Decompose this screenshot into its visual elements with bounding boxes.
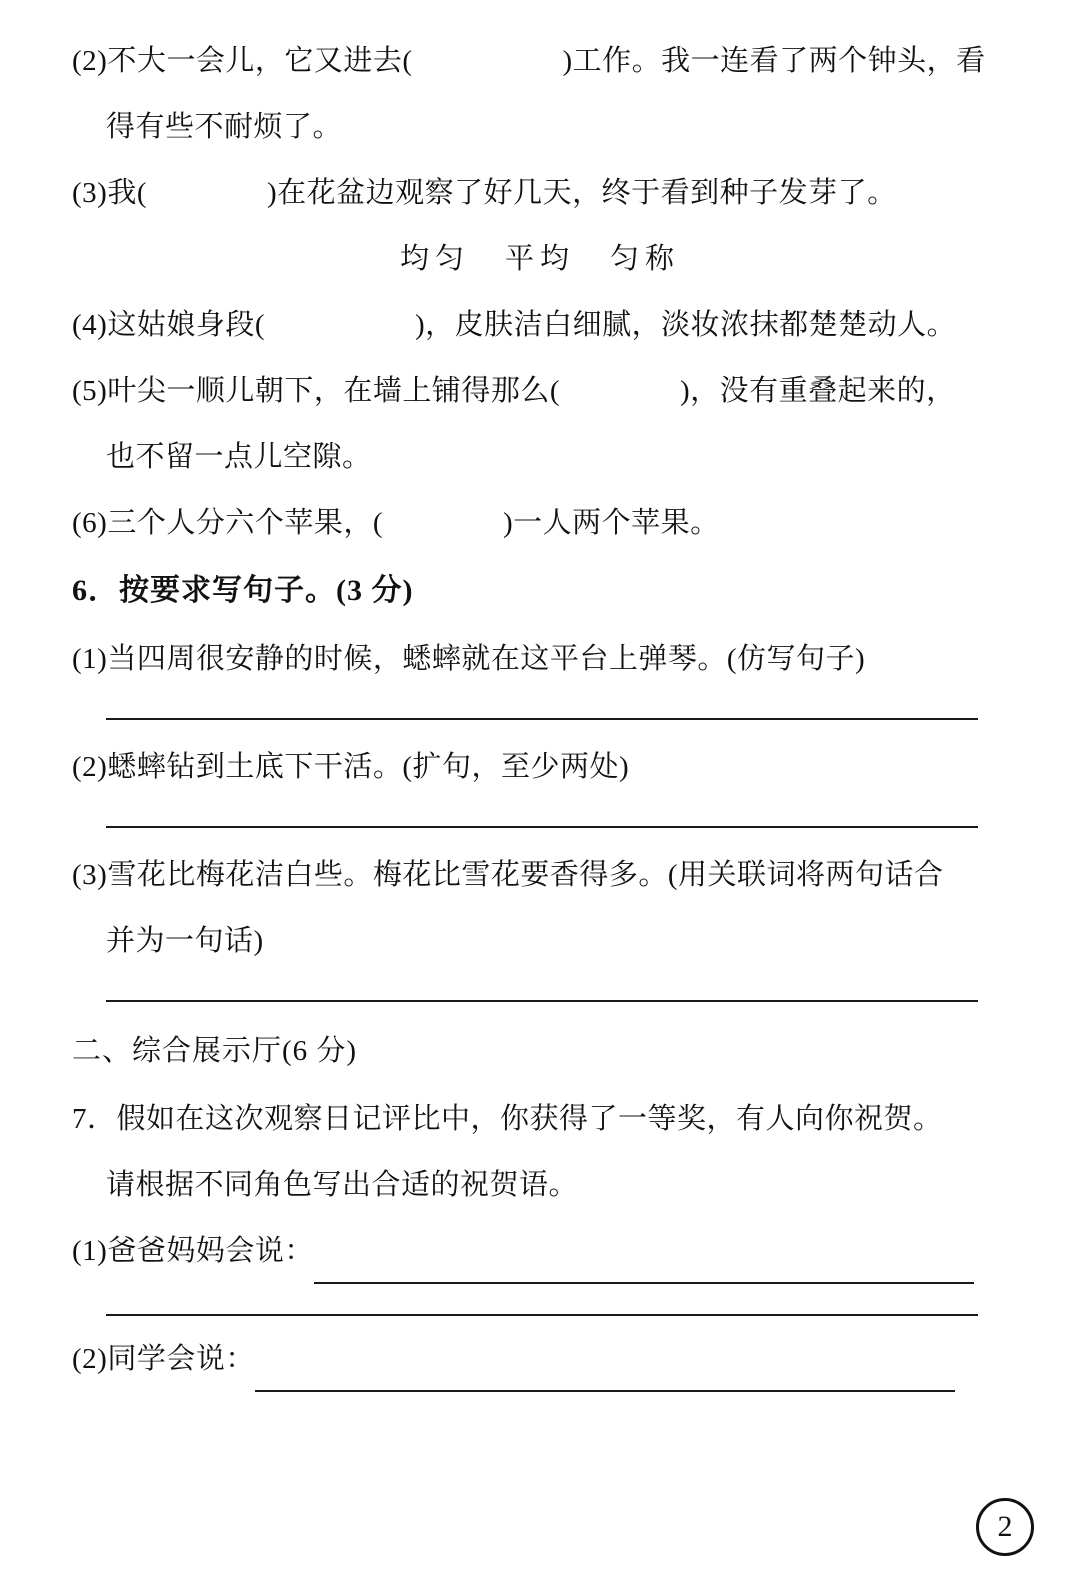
question-6-title: 按要求写句子。(3 分): [119, 574, 414, 607]
question-7-line2: 请根据不同角色写出合适的祝贺语。: [106, 1169, 579, 1201]
fill-blank-item-4-text-after: )，皮肤洁白细腻，淡妆浓抹都楚楚动人。: [414, 309, 957, 341]
fill-blank-item-3: [72, 160, 1008, 226]
question-7-number: 7．: [72, 1103, 117, 1135]
question-6-sub-2: [72, 734, 1008, 828]
fill-blank-item-6-text-after: )一人两个苹果。: [502, 507, 720, 539]
question-7-sub-2-line: [72, 1326, 1008, 1392]
question-7-sub-2: [72, 1326, 1008, 1392]
answer-line[interactable]: [106, 826, 978, 828]
question-6-sub-3: [72, 842, 1008, 1002]
question-6-sub-2-text: (2)蟋蟀钻到土底下干活。(扩句，至少两处): [72, 751, 630, 783]
question-7: [72, 1086, 1008, 1218]
question-6-sub-1-text: (1)当四周很安静的时候，蟋蟀就在这平台上弹琴。(仿写句子): [72, 643, 866, 675]
fill-blank-item-3-line1: [72, 160, 1008, 226]
answer-line[interactable]: [106, 1314, 978, 1316]
fill-blank-item-5-line2: 也不留一点儿空隙。: [106, 441, 372, 473]
fill-blank-item-5-text-after: )，没有重叠起来的，: [679, 375, 956, 407]
fill-blank-item-2-line1: [72, 28, 1008, 94]
fill-blank-item-2-text-before: (2)不大一会儿，它又进去(: [72, 45, 413, 77]
fill-blank-item-6-text-before: (6)三个人分六个苹果，(: [72, 507, 383, 539]
page-number-badge: 2: [976, 1498, 1034, 1556]
fill-blank-item-5-text-before: (5)叶尖一顺儿朝下，在墙上铺得那么(: [72, 375, 560, 407]
question-7-text1: 假如在这次观察日记评比中，你获得了一等奖，有人向你祝贺。: [116, 1103, 943, 1135]
fill-blank-item-2-text-after: )工作。我一连看了两个钟头，看: [562, 45, 986, 77]
fill-blank-item-6: [72, 490, 1008, 556]
fill-blank-item-4-text-before: (4)这姑娘身段(: [72, 309, 265, 341]
question-7-sub-2-label: (2)同学会说：: [72, 1343, 255, 1375]
fill-blank-item-6-line1: [72, 490, 1008, 556]
question-6-sub-3-text: (3)雪花比梅花洁白些。梅花比雪花要香得多。(用关联词将两句话合: [72, 859, 944, 891]
fill-blank-item-3-text-before: (3)我(: [72, 177, 147, 209]
answer-line-inline[interactable]: [255, 1366, 955, 1392]
answer-line[interactable]: [106, 1000, 978, 1002]
question-6-heading: [72, 556, 1008, 626]
question-7-line1: [72, 1086, 1008, 1152]
question-6-sub-1: [72, 626, 1008, 720]
question-6-sub-3-text-line2: 并为一句话): [106, 925, 264, 957]
question-7-sub-1: [72, 1218, 1008, 1316]
fill-blank-item-3-text-after: )在花盆边观察了好几天，终于看到种子发芽了。: [266, 177, 897, 209]
fill-blank-item-5-line1: [72, 358, 1008, 424]
question-6-number: 6．: [72, 574, 119, 607]
section-2-title: 二、综合展示厅(6 分): [72, 1035, 358, 1067]
answer-line[interactable]: [106, 718, 978, 720]
answer-line-inline[interactable]: [314, 1258, 974, 1284]
fill-blank-item-4: [72, 292, 1008, 358]
fill-blank-item-2: [72, 28, 1008, 160]
fill-blank-item-5: [72, 358, 1008, 490]
word-bank: 均匀 平均 匀称: [399, 243, 680, 275]
fill-blank-item-4-line1: [72, 292, 1008, 358]
question-7-sub-1-label: (1)爸爸妈妈会说：: [72, 1235, 314, 1267]
page-content: [72, 28, 1008, 1392]
fill-blank-item-2-line2: 得有些不耐烦了。: [106, 111, 343, 143]
question-7-sub-1-line: [72, 1218, 1008, 1284]
